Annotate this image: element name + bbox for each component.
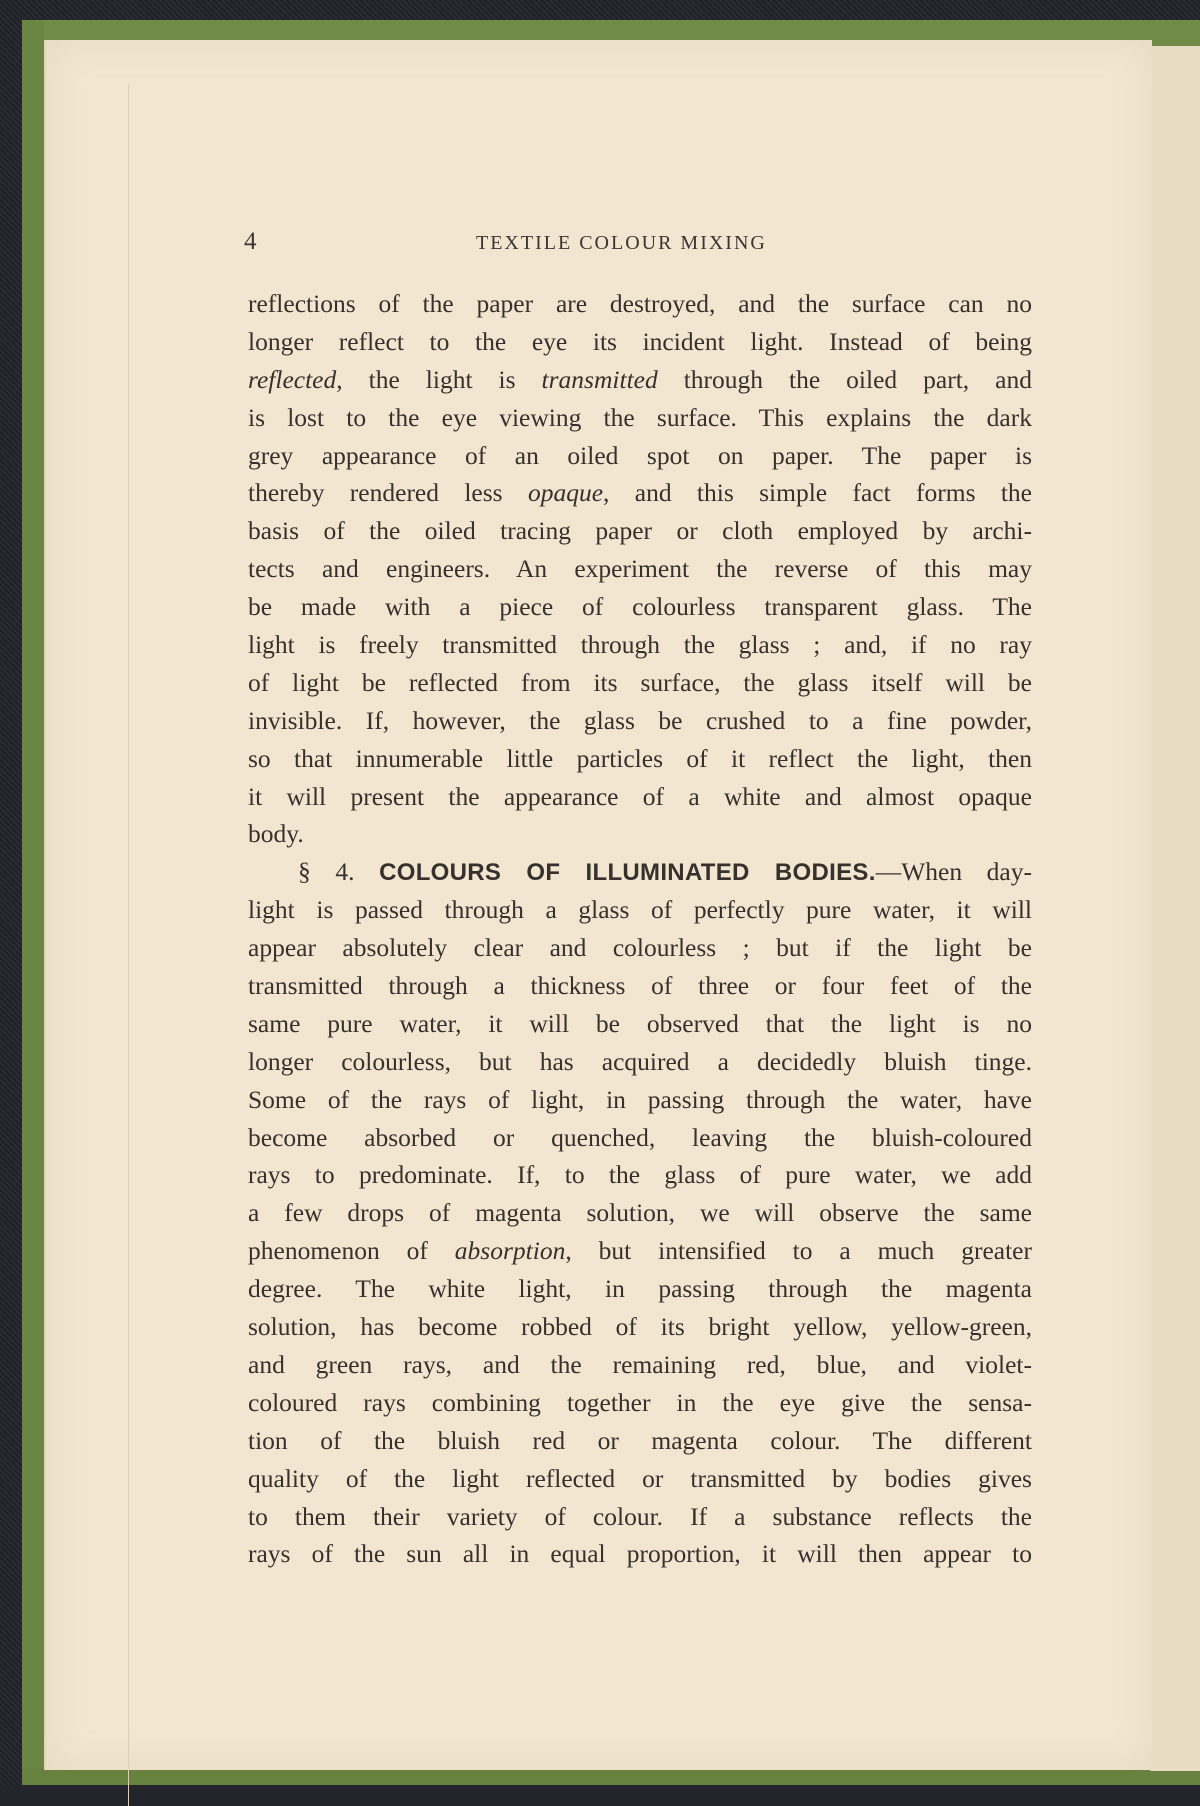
text-run: , and this simple fact forms the	[603, 478, 1033, 508]
text-line	[248, 1270, 1032, 1308]
text-run: longer colourless, but has acquired a decidedly bluish tinge.	[248, 1046, 1032, 1076]
text-run: —When day-	[875, 857, 1032, 887]
page-number: 4	[244, 228, 257, 255]
page-edge-line	[128, 84, 129, 1806]
text-run: transmitted through a thickness of three or four feet of the	[248, 971, 1032, 1001]
italic-term: absorption	[454, 1236, 566, 1266]
text-line	[248, 929, 1032, 967]
text-line	[248, 1422, 1032, 1460]
running-title: TEXTILE COLOUR MIXING	[476, 232, 767, 254]
text-line	[248, 474, 1032, 512]
text-run: Some of the rays of light, in passing through the water, have	[248, 1084, 1032, 1114]
text-run: tion of the bluish red or magenta colour. The different	[248, 1425, 1032, 1455]
text-run: quality of the light reflected or transmitted by bodies gives	[248, 1463, 1032, 1493]
text-run: phenomenon of	[248, 1236, 455, 1266]
text-line	[248, 1005, 1032, 1043]
text-run: light is passed through a glass of perfectly pure water, it will	[248, 895, 1032, 925]
text-run: rays to predominate. If, to the glass of pure water, we add	[248, 1160, 1032, 1190]
text-line	[248, 1194, 1032, 1232]
text-run: longer reflect to the eye its incident light. Instead of being	[248, 326, 1032, 356]
italic-term: reflected	[248, 364, 337, 394]
book-cover-bottom	[22, 1768, 1200, 1785]
section-title: COLOURS OF ILLUMINATED BODIES.	[379, 859, 876, 887]
text-line	[248, 399, 1032, 437]
text-run: appear absolutely clear and colourless ; but if the light be	[248, 933, 1032, 963]
text-line	[248, 1535, 1032, 1573]
text-run: same pure water, it will be observed that the light is no	[248, 1008, 1032, 1038]
text-line	[248, 285, 1032, 323]
text-run: it will present the appearance of a white and almost opaque	[248, 781, 1032, 811]
text-run: thereby rendered less	[248, 478, 528, 508]
text-run: coloured rays combining together in the eye give the sensa-	[248, 1387, 1032, 1417]
text-run: reflections of the paper are destroyed, and the surface can no	[248, 289, 1032, 318]
text-run: light is freely transmitted through the glass ; and, if no ray	[248, 630, 1032, 660]
text-run: , the light is	[336, 364, 542, 394]
text-line	[248, 323, 1032, 361]
text-line	[248, 740, 1032, 778]
italic-term: transmitted	[541, 364, 658, 394]
text-run: is lost to the eye viewing the surface. This explains the dark	[248, 402, 1032, 432]
italic-term: opaque	[527, 478, 604, 508]
text-run: rays of the sun all in equal proportion, it will then appear to	[248, 1539, 1032, 1569]
text-run: through the oiled part, and	[657, 364, 1032, 394]
text-line	[248, 1081, 1032, 1119]
text-line	[248, 778, 1032, 816]
text-run: and green rays, and the remaining red, blue, and violet-	[248, 1349, 1032, 1379]
text-run: become absorbed or quenched, leaving the bluish-coloured	[248, 1122, 1032, 1152]
adjacent-page-edge	[1150, 46, 1200, 1771]
text-line	[248, 891, 1032, 929]
section-heading-line	[248, 853, 1032, 891]
text-line	[248, 702, 1032, 740]
text-line	[248, 1232, 1032, 1270]
text-line	[248, 1460, 1032, 1498]
text-line	[248, 1043, 1032, 1081]
text-line	[248, 967, 1032, 1005]
text-run: invisible. If, however, the glass be crushed to a fine powder,	[248, 705, 1032, 735]
text-line	[248, 550, 1032, 588]
text-run: § 4.	[298, 857, 380, 887]
text-line	[248, 512, 1032, 550]
text-run: a few drops of magenta solution, we will observe the same	[248, 1198, 1032, 1228]
text-line	[248, 626, 1032, 664]
text-run: grey appearance of an oiled spot on paper. The paper is	[248, 440, 1032, 470]
text-line	[248, 1498, 1032, 1536]
text-run: so that innumerable little particles of it reflect the light, then	[248, 743, 1032, 773]
text-line	[248, 664, 1032, 702]
text-run: solution, has become robbed of its bright yellow, yellow-green,	[248, 1312, 1032, 1342]
text-run: body.	[248, 819, 304, 849]
text-run: tects and engineers. An experiment the reverse of this may	[248, 554, 1032, 584]
text-line	[248, 361, 1032, 399]
text-run: to them their variety of colour. If a substance reflects the	[248, 1501, 1032, 1531]
text-line	[248, 1384, 1032, 1422]
text-line	[248, 437, 1032, 475]
text-line	[248, 1119, 1032, 1157]
text-line	[248, 588, 1032, 626]
book-page	[44, 40, 1152, 1770]
body-text	[248, 285, 1032, 1573]
text-run: be made with a piece of colourless transparent glass. The	[248, 592, 1032, 622]
text-run: of light be reflected from its surface, the glass itself will be	[248, 667, 1032, 697]
text-line	[248, 1346, 1032, 1384]
text-run: degree. The white light, in passing through the magenta	[248, 1274, 1032, 1304]
text-line	[248, 815, 1032, 853]
text-line	[248, 1308, 1032, 1346]
text-run: , but intensified to a much greater	[565, 1236, 1032, 1266]
book-cover-left	[22, 20, 44, 1775]
page-header	[46, 228, 1152, 258]
text-line	[248, 1156, 1032, 1194]
text-run: basis of the oiled tracing paper or cloth employed by archi-	[248, 516, 1032, 546]
